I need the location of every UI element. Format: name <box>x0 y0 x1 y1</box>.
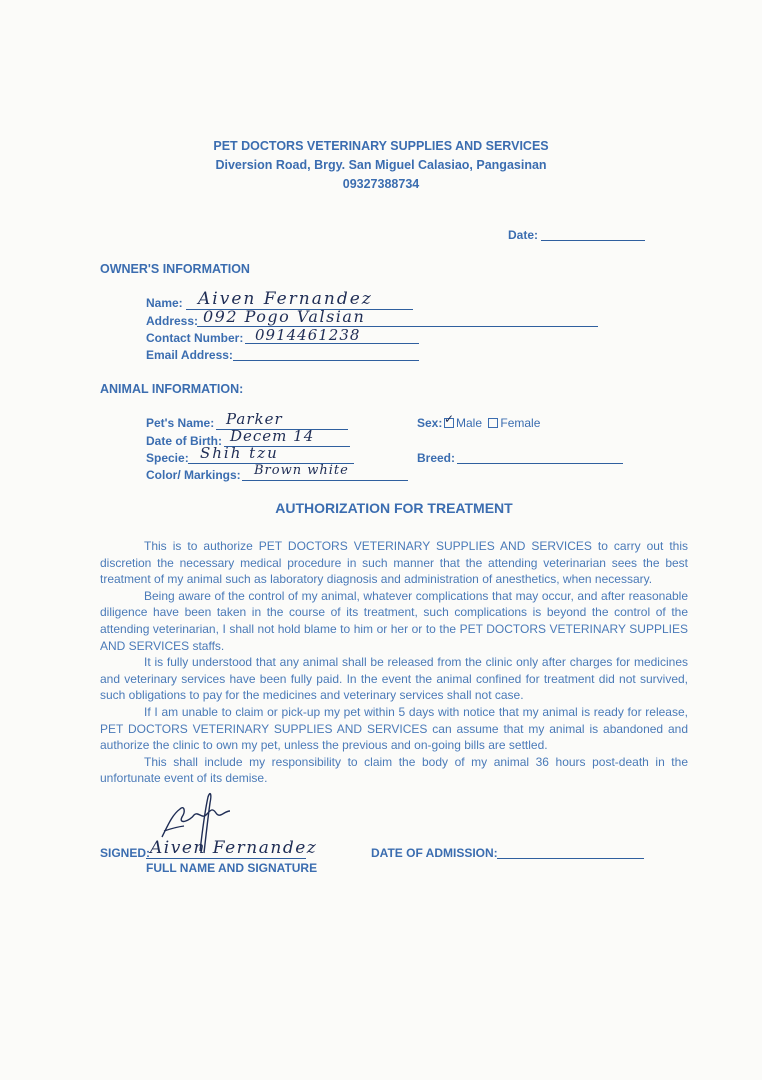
clinic-name: PET DOCTORS VETERINARY SUPPLIES AND SERVICES <box>213 139 549 153</box>
authorization-paragraph: It is fully understood that any animal shall be released from the clinic only after charges for medicines and veterinary services have been fully paid. In the event the animal confined for treatment did not survived, such obligations to pay for the medicines and veterinary services shall not case. <box>100 655 688 703</box>
owner-email-line[interactable] <box>233 360 419 361</box>
admission-date-label: DATE OF ADMISSION: <box>371 846 498 860</box>
admission-date-line[interactable] <box>497 858 644 859</box>
signed-label: SIGNED: <box>100 846 151 860</box>
owner-name-label: Name: <box>146 296 183 310</box>
owner-email-label: Email Address: <box>146 348 233 362</box>
authorization-paragraph: This shall include my responsibility to claim the body of my animal 36 hours post-death in the unfortunate event of its demise. <box>100 754 688 786</box>
breed-label: Breed: <box>417 451 456 465</box>
specie-value: Shih tzu <box>200 444 279 462</box>
color-line[interactable] <box>242 480 408 481</box>
pet-name-value: Parker <box>226 410 283 428</box>
owner-address-value: 092 Pogo Valsian <box>203 307 366 326</box>
signed-value: Aiven Fernandez <box>150 838 318 858</box>
sex-label: Sex: <box>417 416 443 430</box>
breed-line[interactable] <box>457 463 623 464</box>
authorization-paragraph: If I am unable to claim or pick-up my pet within 5 days with notice that my animal is ready for release, PET DOCTORS VETERINARY SUPPLIES AND SERVICES can assume that my animal is abandoned and authorize the clinic to own my pet, unless the previous and on-going bills are settled. <box>100 704 688 753</box>
clinic-phone: 09327388734 <box>342 177 420 191</box>
clinic-address: Diversion Road, Brgy. San Miguel Calasiao, Pangasinan <box>215 158 547 172</box>
animal-section-title: ANIMAL INFORMATION: <box>100 382 244 396</box>
authorization-body <box>100 538 688 787</box>
sex-options <box>441 416 540 430</box>
color-value: Brown white <box>254 463 349 478</box>
color-label: Color/ Markings: <box>146 468 241 482</box>
owner-name-value: Aiven Fernandez <box>198 289 373 309</box>
specie-label: Specie: <box>146 451 189 465</box>
owner-address-label: Address: <box>146 314 199 328</box>
authorization-title: AUTHORIZATION FOR TREATMENT <box>275 500 513 516</box>
pet-name-label: Pet's Name: <box>146 416 215 430</box>
authorization-paragraph: Being aware of the control of my animal, whatever complications that may occur, and after reasonable diligence have been taken in the course of its treatment, such complications is beyond the control of the attending veterinarian, I shall not hold blame to him or her or to the PET DOCTORS VETERINARY SUPPLIES AND SERVICES staffs. <box>100 588 688 653</box>
sex-female-checkbox[interactable] <box>488 418 498 428</box>
owner-contact-label: Contact Number: <box>146 331 244 345</box>
date-field-line[interactable] <box>541 240 645 241</box>
date-label: Date: <box>508 228 539 242</box>
dob-value: Decem 14 <box>230 427 315 445</box>
full-name-signature-label: FULL NAME AND SIGNATURE <box>146 861 318 875</box>
owner-contact-value: 0914461238 <box>255 326 361 344</box>
signed-line[interactable] <box>146 858 306 859</box>
dob-label: Date of Birth: <box>146 434 222 448</box>
sex-male-checkbox[interactable] <box>444 418 454 428</box>
sex-male-label: Male <box>456 416 483 430</box>
sex-female-label: Female <box>500 416 541 430</box>
owner-section-title: OWNER'S INFORMATION <box>100 262 250 276</box>
authorization-paragraph: This is to authorize PET DOCTORS VETERINARY SUPPLIES AND SERVICES to carry out this discretion the necessary medical procedure in such manner that the attending veterinarian sees the best treatment of my animal such as laboratory diagnosis and administration of anesthetics, when necessary. <box>100 539 688 587</box>
